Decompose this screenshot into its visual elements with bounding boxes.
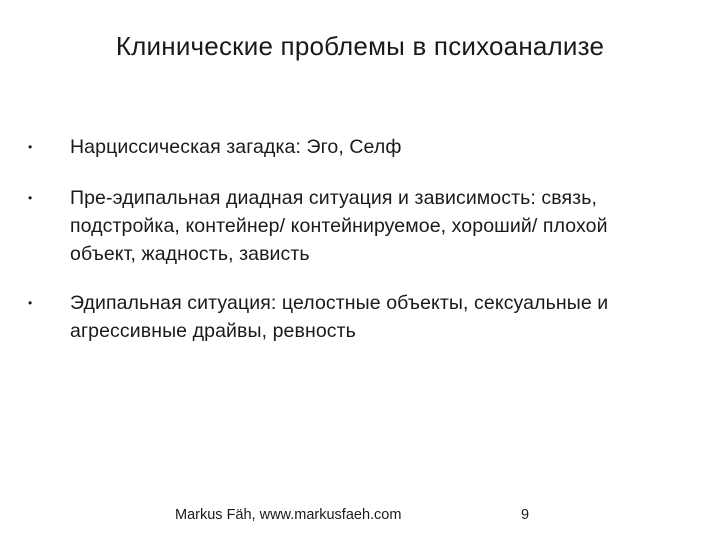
slide-title: Клинические проблемы в психоанализе	[115, 31, 605, 61]
footer-author: Markus Fäh, www.markusfaeh.com	[175, 507, 402, 523]
bullet-text: Пре-эдипальная диадная ситуация и зависимость: связь, подстройка, контейнер/ контейнируемое, хороший/ плохой объект, жадность, зависть	[70, 187, 608, 265]
bullet-text: Нарциссическая загадка: Эго, Селф	[70, 136, 402, 158]
bullet-marker: •	[28, 140, 33, 154]
page-number: 9	[521, 507, 530, 523]
bullet-marker: •	[28, 191, 33, 205]
bullet-text: Эдипальная ситуация: целостные объекты, сексуальные и агрессивные драйвы, ревность	[70, 292, 609, 342]
bullet-marker: •	[28, 296, 33, 310]
